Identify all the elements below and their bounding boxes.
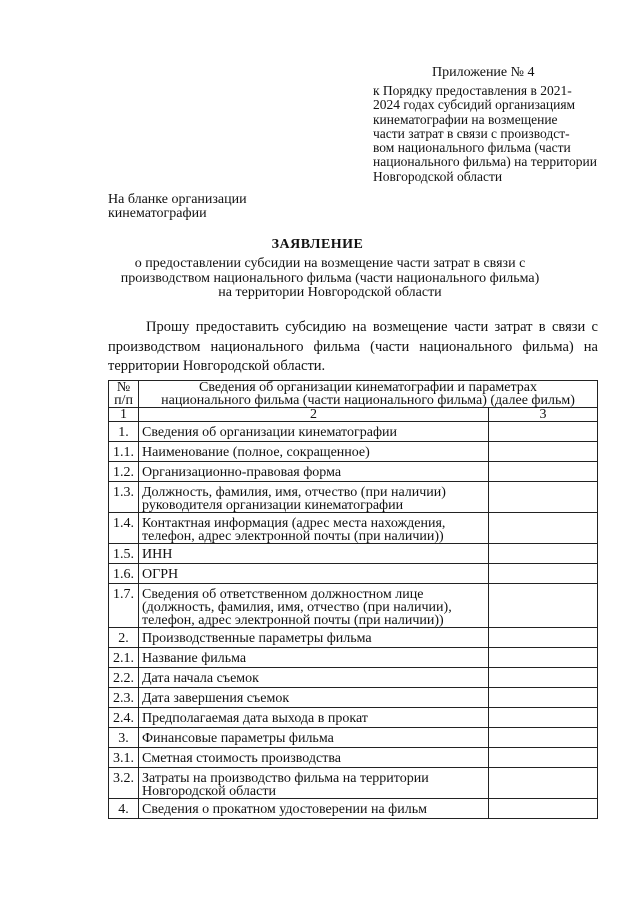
application-table: [108, 380, 598, 819]
row-value-cell[interactable]: [489, 728, 598, 748]
table-row: [109, 628, 598, 648]
row-value-cell[interactable]: [489, 462, 598, 482]
annex-line: национального фильма) на территории: [373, 154, 598, 170]
row-description-line: Дата начала съемок: [142, 671, 259, 686]
row-description: [139, 544, 489, 564]
row-number: 3.1.: [109, 748, 139, 768]
row-description: [139, 422, 489, 442]
annex-line: Новгородской области: [373, 168, 503, 184]
row-value-cell[interactable]: [489, 768, 598, 799]
table-row: [109, 544, 598, 564]
row-value-cell[interactable]: [489, 422, 598, 442]
row-value-cell[interactable]: [489, 442, 598, 462]
annex-line: кинематографии на возмещение: [373, 111, 558, 127]
row-number: 2.: [109, 628, 139, 648]
table-row: [109, 462, 598, 482]
header-number-line: п/п: [114, 393, 133, 408]
row-description-line: Затраты на производство фильма на территории: [142, 771, 429, 786]
table-row: [109, 748, 598, 768]
row-number: 1.: [109, 422, 139, 442]
row-description: [139, 628, 489, 648]
table-index-row: [109, 408, 598, 422]
table-row: [109, 688, 598, 708]
document-title: ЗАЯВЛЕНИЕ: [271, 237, 364, 252]
header-description-line: Сведения об организации кинематографии и параметрах: [199, 380, 537, 395]
row-description-line: руководителя организации кинематографии: [142, 498, 404, 513]
table-header-row: [109, 381, 598, 408]
row-description-line: телефон, адрес электронной почты (при наличии)): [142, 613, 444, 628]
table-row: [109, 799, 598, 819]
row-description: [139, 799, 489, 819]
table-row: [109, 442, 598, 462]
header-number: [109, 381, 139, 408]
request-line: производством национального фильма (части национального фильма) на: [108, 338, 598, 355]
row-description-line: Сведения об организации кинематографии: [142, 425, 398, 440]
row-description: [139, 482, 489, 513]
row-description: [139, 648, 489, 668]
row-number: 1.5.: [109, 544, 139, 564]
row-value-cell[interactable]: [489, 564, 598, 584]
subtitle-line: о предоставлении субсидии на возмещение части затрат в связи с: [134, 256, 526, 271]
row-number: 3.2.: [109, 768, 139, 799]
row-number: 1.6.: [109, 564, 139, 584]
table-row: [109, 422, 598, 442]
header-number-line: №: [116, 380, 131, 395]
row-value-cell[interactable]: [489, 648, 598, 668]
row-description: [139, 688, 489, 708]
row-description-line: Контактная информация (адрес места нахождения,: [142, 516, 446, 531]
row-value-cell[interactable]: [489, 628, 598, 648]
annex-line: части затрат в связи с производст-: [373, 125, 570, 141]
row-description-line: Сметная стоимость производства: [142, 751, 341, 766]
annex-line: к Порядку предоставления в 2021-: [373, 83, 572, 98]
index-cell: 3: [489, 408, 598, 422]
letterhead-line: кинематографии: [108, 206, 207, 221]
row-description-line: Название фильма: [142, 651, 247, 666]
row-number: 1.3.: [109, 482, 139, 513]
table-row: [109, 648, 598, 668]
row-description: [139, 442, 489, 462]
request-line: Прошу предоставить субсидию на возмещение части затрат в связи с: [146, 319, 598, 335]
row-description-line: ИНН: [142, 547, 173, 562]
request-paragraph: [108, 318, 598, 377]
row-description-line: Новгородской области: [142, 784, 276, 799]
row-description: [139, 768, 489, 799]
annex-reference: [373, 84, 613, 184]
annex-line: 2024 годах субсидий организациям: [373, 97, 576, 113]
header-description: [139, 381, 598, 408]
row-description: [139, 564, 489, 584]
row-description-line: Сведения о прокатном удостоверении на фильм: [142, 802, 427, 817]
row-value-cell[interactable]: [489, 513, 598, 544]
index-cell: 2: [139, 408, 489, 422]
row-description: [139, 708, 489, 728]
annex-title: Приложение № 4: [432, 65, 535, 80]
row-description-line: Предполагаемая дата выхода в прокат: [142, 711, 368, 726]
row-value-cell[interactable]: [489, 799, 598, 819]
row-description-line: (должность, фамилия, имя, отчество (при наличии),: [142, 600, 452, 615]
table-row: [109, 768, 598, 799]
subtitle-line: на территории Новгородской области: [218, 285, 442, 300]
row-number: 4.: [109, 799, 139, 819]
row-number: 1.2.: [109, 462, 139, 482]
table-row: [109, 513, 598, 544]
row-description: [139, 513, 489, 544]
row-description-line: Производственные параметры фильма: [142, 631, 372, 646]
row-description-line: Сведения об ответственном должностном лице: [142, 587, 424, 602]
row-description: [139, 728, 489, 748]
table-row: [109, 708, 598, 728]
row-number: 2.2.: [109, 668, 139, 688]
table-row: [109, 668, 598, 688]
document-subtitle: [100, 257, 560, 301]
annex-line: вом национального фильма (части: [373, 140, 571, 156]
letterhead-note: [108, 193, 247, 221]
table-row: [109, 564, 598, 584]
row-description: [139, 668, 489, 688]
row-description: [139, 748, 489, 768]
row-number: 1.4.: [109, 513, 139, 544]
table-row: [109, 728, 598, 748]
index-cell: 1: [109, 408, 139, 422]
row-value-cell[interactable]: [489, 482, 598, 513]
row-description-line: Дата завершения съемок: [142, 691, 290, 706]
row-description: [139, 584, 489, 628]
row-number: 2.1.: [109, 648, 139, 668]
row-number: 1.7.: [109, 584, 139, 628]
request-line: территории Новгородской области.: [108, 358, 326, 374]
row-value-cell[interactable]: [489, 688, 598, 708]
row-description-line: Должность, фамилия, имя, отчество (при наличии): [142, 485, 446, 500]
row-value-cell[interactable]: [489, 748, 598, 768]
row-description-line: Финансовые параметры фильма: [142, 731, 334, 746]
row-number: 2.4.: [109, 708, 139, 728]
row-value-cell[interactable]: [489, 708, 598, 728]
subtitle-line: производством национального фильма (части национального фильма): [120, 270, 540, 286]
row-description: [139, 462, 489, 482]
row-description-line: Организационно-правовая форма: [142, 465, 342, 480]
table-row: [109, 482, 598, 513]
row-number: 3.: [109, 728, 139, 748]
row-description-line: телефон, адрес электронной почты (при наличии)): [142, 529, 444, 544]
row-value-cell[interactable]: [489, 668, 598, 688]
header-description-line: национального фильма (части национального фильма) (далее фильм): [161, 393, 575, 408]
row-description-line: ОГРН: [142, 567, 179, 582]
row-number: 2.3.: [109, 688, 139, 708]
row-number: 1.1.: [109, 442, 139, 462]
row-value-cell[interactable]: [489, 544, 598, 564]
row-description-line: Наименование (полное, сокращенное): [142, 445, 370, 460]
table-row: [109, 584, 598, 628]
letterhead-line: На бланке организации: [108, 192, 247, 207]
row-value-cell[interactable]: [489, 584, 598, 628]
